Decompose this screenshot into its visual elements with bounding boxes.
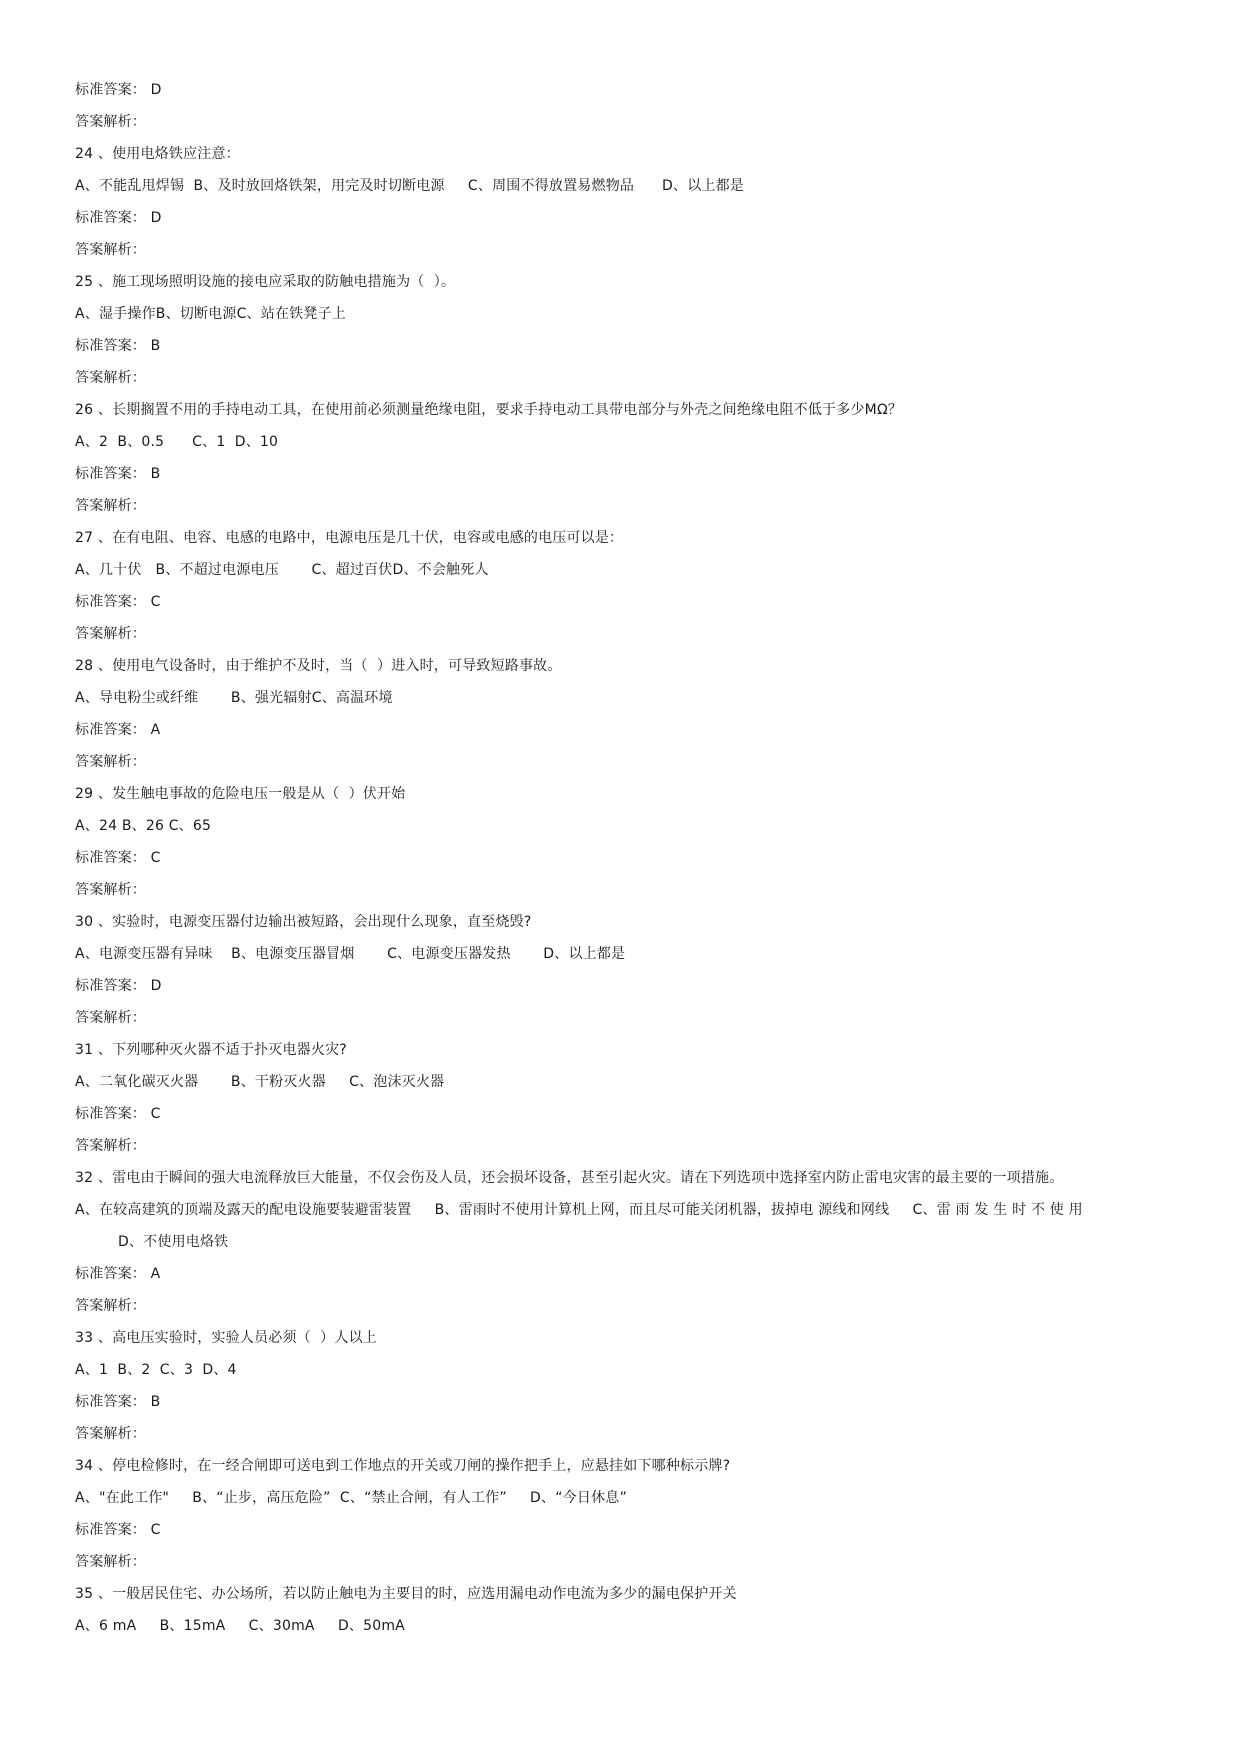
options-32: A、在较高建筑的顶端及露天的配电设施要装避雷装置 B、雷雨时不使用计算机上网，而且尽可能关闭机器，拔掉电 源线和网线 C、雷 雨 发 生 时 不 使 用 <box>75 1202 1083 1218</box>
analysis-line: 答案解析： <box>75 1138 146 1154</box>
options-33: A、1 B、2 C、3 D、4 <box>75 1362 237 1378</box>
answer-line: 标准答案： C <box>75 1106 161 1122</box>
analysis-line: 答案解析： <box>75 242 146 258</box>
question-34: 34 、停电检修时，在一经合闸即可送电到工作地点的开关或刀闸的操作把手上，应悬挂如下哪种标示牌? <box>75 1458 731 1474</box>
analysis-line: 答案解析： <box>75 1554 146 1570</box>
analysis-line: 答案解析： <box>75 1426 146 1442</box>
options-35: A、6 mA B、15mA C、30mA D、50mA <box>75 1618 405 1634</box>
options-25: A、湿手操作B、切断电源C、站在铁凳子上 <box>75 306 346 322</box>
answer-line: 标准答案： B <box>75 1394 161 1410</box>
options-32-continued: D、不使用电烙铁 <box>118 1234 229 1250</box>
answer-line: 标准答案： B <box>75 466 161 482</box>
question-29: 29 、发生触电事故的危险电压一般是从（ ）伏开始 <box>75 786 406 802</box>
analysis-line: 答案解析： <box>75 754 146 770</box>
options-31: A、二氧化碳灭火器 B、干粉灭火器 C、泡沫灭火器 <box>75 1074 445 1090</box>
question-31: 31 、下列哪种灭火器不适于扑灭电器火灾? <box>75 1042 347 1058</box>
options-27: A、几十伏 B、不超过电源电压 C、超过百伏D、不会触死人 <box>75 562 489 578</box>
question-30: 30 、实验时，电源变压器付边输出被短路，会出现什么现象，直至烧毁? <box>75 914 532 930</box>
question-27: 27 、在有电阻、电容、电感的电路中，电源电压是几十伏，电容或电感的电压可以是： <box>75 530 624 546</box>
question-24: 24 、使用电烙铁应注意： <box>75 146 240 162</box>
analysis-line: 答案解析： <box>75 882 146 898</box>
answer-line: 标准答案： C <box>75 594 161 610</box>
analysis-line: 答案解析： <box>75 626 146 642</box>
answer-line: 标准答案： A <box>75 722 161 738</box>
answer-line: 标准答案： B <box>75 338 161 354</box>
question-26: 26 、长期搁置不用的手持电动工具，在使用前必须测量绝缘电阻，要求手持电动工具带电部分与外壳之间绝缘电阻不低于多少MΩ？ <box>75 402 903 418</box>
options-30: A、电源变压器有异味 B、电源变压器冒烟 C、电源变压器发热 D、以上都是 <box>75 946 626 962</box>
answer-line: 标准答案： D <box>75 978 162 994</box>
analysis-line: 答案解析： <box>75 1298 146 1314</box>
answer-line: 标准答案： D <box>75 210 162 226</box>
question-35: 35 、一般居民住宅、办公场所，若以防止触电为主要目的时，应选用漏电动作电流为多少的漏电保护开关 <box>75 1586 737 1602</box>
analysis-line: 答案解析： <box>75 1010 146 1026</box>
options-28: A、导电粉尘或纤维 B、强光辐射C、高温环境 <box>75 690 393 706</box>
question-32: 32 、雷电由于瞬间的强大电流释放巨大能量，不仅会伤及人员，还会损坏设备，甚至引起火灾。请在下列选项中选择室内防止雷电灾害的最主要的一项措施。 <box>75 1170 1064 1186</box>
answer-line: 标准答案： D <box>75 82 162 98</box>
options-29: A、24 B、26 C、65 <box>75 818 212 834</box>
question-28: 28 、使用电气设备时，由于维护不及时，当（ ）进入时，可导致短路事故。 <box>75 658 562 674</box>
question-25: 25 、施工现场照明设施的接电应采取的防触电措施为（ ）。 <box>75 274 456 290</box>
options-24: A、不能乱甩焊锡 B、及时放回烙铁架，用完及时切断电源 C、周围不得放置易燃物品 D、以上都是 <box>75 178 744 194</box>
answer-line: 标准答案： C <box>75 1522 161 1538</box>
analysis-line: 答案解析： <box>75 114 146 130</box>
answer-line: 标准答案： C <box>75 850 161 866</box>
options-26: A、2 B、0.5 C、1 D、10 <box>75 434 279 450</box>
analysis-line: 答案解析： <box>75 498 146 514</box>
analysis-line: 答案解析： <box>75 370 146 386</box>
question-33: 33 、高电压实验时，实验人员必须（ ）人以上 <box>75 1330 377 1346</box>
answer-line: 标准答案： A <box>75 1266 161 1282</box>
options-34: A、"在此工作" B、“止步，高压危险” C、“禁止合闸，有人工作” D、“今日休息” <box>75 1490 627 1506</box>
